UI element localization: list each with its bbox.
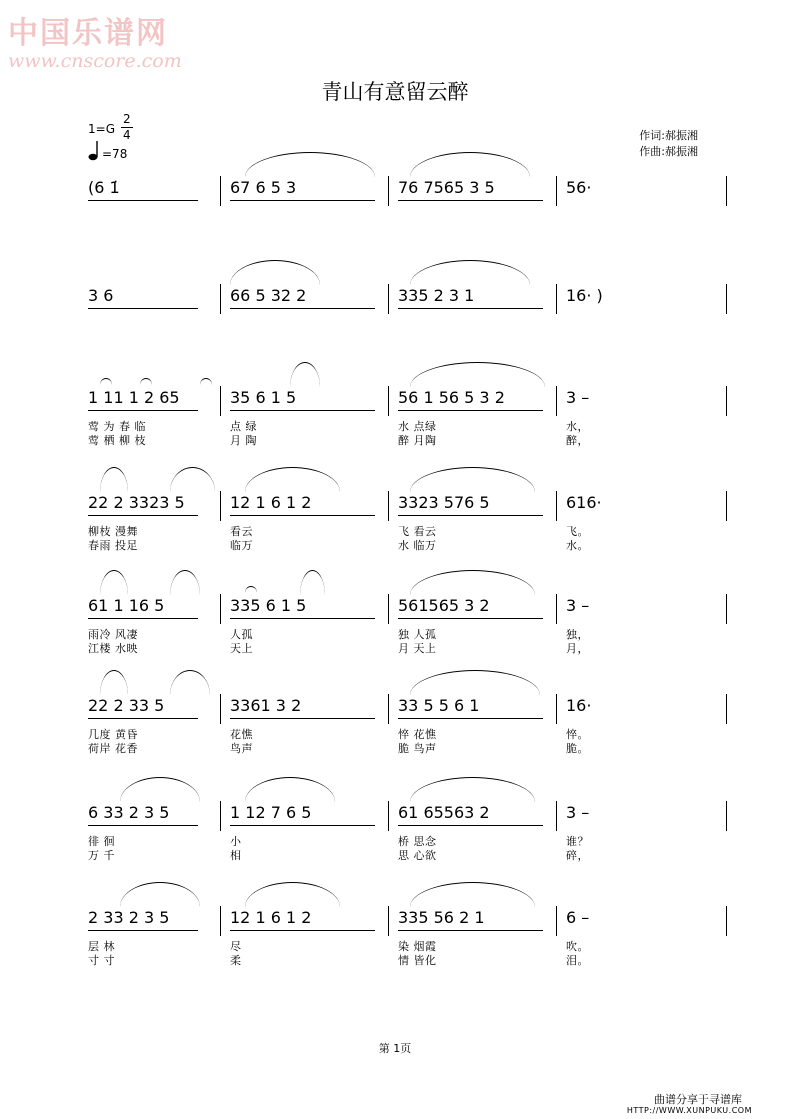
time-signature-numerator: 2 xyxy=(123,112,131,126)
measure-notes: 61 1 16 5 xyxy=(88,596,165,615)
measure-notes: 1 12 7 6 5 xyxy=(230,803,312,822)
bar-line xyxy=(220,694,221,724)
lyric-line-2: 相 xyxy=(230,849,242,862)
beam-underline xyxy=(398,618,543,619)
lyric-line-1: 看云 xyxy=(230,525,253,538)
lyric-line-1: 水， xyxy=(566,420,589,433)
beam-underline xyxy=(230,308,375,309)
lyric-line-2: 天上 xyxy=(230,642,253,655)
measure-notes: 3 6 xyxy=(88,286,114,305)
measure-notes: 561565 3 2 xyxy=(398,596,490,615)
measure-notes: 335 56 2 1 xyxy=(398,908,485,927)
beam-underline xyxy=(398,930,543,931)
measure-notes: 3361 3 2 xyxy=(230,696,302,715)
lyrics xyxy=(230,835,242,863)
lyric-line-2: 水 临万 xyxy=(398,539,437,552)
lyric-line-1: 桥 思念 xyxy=(398,835,437,848)
beam-underline xyxy=(230,515,375,516)
bar-line xyxy=(388,801,389,831)
lyric-line-1: 独 人孤 xyxy=(398,628,437,641)
lyric-line-1: 谁？ xyxy=(566,835,589,848)
bar-line xyxy=(388,491,389,521)
lyricist: 作词:郝振湘 xyxy=(639,129,698,142)
measure-notes: 616· xyxy=(566,493,602,512)
beam-underline xyxy=(88,308,198,309)
lyrics xyxy=(230,940,242,968)
bar-line xyxy=(388,176,389,206)
bar-line xyxy=(556,284,557,314)
bar-line xyxy=(556,594,557,624)
beam-underline xyxy=(398,410,543,411)
beam-underline xyxy=(398,308,543,309)
bar-line xyxy=(388,694,389,724)
lyric-line-2: 醉 月陶 xyxy=(398,434,437,447)
measure-notes: 22 2 33 5 xyxy=(88,696,165,715)
watermark-site-url: www.cnscore.com xyxy=(8,50,182,72)
slur-arc xyxy=(245,152,375,177)
lyric-line-2: 鸟声 xyxy=(230,742,253,755)
tie-arc xyxy=(100,378,112,385)
measure-notes: 16· ) xyxy=(566,286,603,305)
measure-notes: 67 6 5 3 xyxy=(230,178,297,197)
lyric-line-2: 江楼 水映 xyxy=(88,642,138,655)
time-signature-denominator: 4 xyxy=(123,128,131,142)
bar-line xyxy=(556,176,557,206)
lyric-line-1: 花憔 xyxy=(230,728,253,741)
lyrics xyxy=(88,628,138,656)
song-title: 青山有意留云醉 xyxy=(321,80,469,104)
measure-notes: 61 65563 2 xyxy=(398,803,490,822)
lyric-line-1: 小 xyxy=(230,835,242,848)
lyric-line-1: 吹。 xyxy=(566,940,589,953)
beam-underline xyxy=(398,515,543,516)
measure-notes: (6 1̇ xyxy=(88,178,120,197)
lyric-line-2: 寸 寸 xyxy=(88,954,115,967)
lyric-line-2: 月 陶 xyxy=(230,434,257,447)
beam-underline xyxy=(398,825,543,826)
lyric-line-1: 点 绿 xyxy=(230,420,257,433)
tie-arc xyxy=(245,586,257,593)
lyric-line-1: 尽 xyxy=(230,940,242,953)
measure-notes: 6 33 2 3 5 xyxy=(88,803,170,822)
beam-underline xyxy=(230,825,375,826)
lyrics xyxy=(88,835,115,863)
bar-line xyxy=(220,906,221,936)
credits xyxy=(639,128,698,160)
lyric-line-2: 莺 栖 柳 枝 xyxy=(88,434,146,447)
bar-line xyxy=(726,594,727,624)
measure-notes: 3 – xyxy=(566,596,590,615)
page-number: 第 1页 xyxy=(378,1042,412,1055)
watermark-site-name: 中国乐谱网 xyxy=(8,16,168,51)
lyric-line-1: 徘 徊 xyxy=(88,835,115,848)
measure-notes: 22 2 3323 5 xyxy=(88,493,185,512)
measure-notes: 76 7565 3 5 xyxy=(398,178,495,197)
beam-underline xyxy=(230,618,375,619)
measure-notes: 3 – xyxy=(566,388,590,407)
bar-line xyxy=(220,594,221,624)
lyrics xyxy=(398,628,437,656)
lyrics xyxy=(398,525,437,553)
beam-underline xyxy=(230,200,375,201)
bar-line xyxy=(726,801,727,831)
lyrics xyxy=(566,728,589,756)
slur-arc xyxy=(410,152,530,177)
lyric-line-1: 飞 看云 xyxy=(398,525,437,538)
lyric-line-2: 荷岸 花香 xyxy=(88,742,138,755)
tie-arc xyxy=(140,378,152,385)
lyric-line-2: 脆 鸟声 xyxy=(398,742,437,755)
lyrics xyxy=(398,835,437,863)
lyric-line-1: 层 林 xyxy=(88,940,115,953)
bar-line xyxy=(726,694,727,724)
lyric-line-1: 飞。 xyxy=(566,525,589,538)
key-signature: 1=G xyxy=(88,122,115,136)
bar-line xyxy=(220,386,221,416)
lyrics xyxy=(230,525,253,553)
beam-underline xyxy=(398,200,543,201)
measure-notes: 35 6 1 5 xyxy=(230,388,297,407)
lyric-line-1: 悴。 xyxy=(566,728,589,741)
bar-line xyxy=(726,284,727,314)
lyric-line-1: 莺 为 春 临 xyxy=(88,420,146,433)
lyric-line-1: 染 烟霞 xyxy=(398,940,437,953)
measure-notes: 2 33 2 3 5 xyxy=(88,908,170,927)
composer: 作曲:郝振湘 xyxy=(639,145,698,158)
bar-line xyxy=(220,801,221,831)
beam-underline xyxy=(88,410,198,411)
bar-line xyxy=(726,491,727,521)
lyrics xyxy=(566,420,589,448)
measure-notes: 335 6 1 5 xyxy=(230,596,307,615)
bar-line xyxy=(556,491,557,521)
lyric-line-2: 月， xyxy=(566,642,589,655)
measure-notes: 1 11 1 2 65 xyxy=(88,388,180,407)
beam-underline xyxy=(230,718,375,719)
lyric-line-2: 柔 xyxy=(230,954,242,967)
score-system xyxy=(80,170,730,290)
measure-notes: 3 – xyxy=(566,803,590,822)
bar-line xyxy=(556,386,557,416)
measure-notes: 6 – xyxy=(566,908,590,927)
lyric-line-2: 水。 xyxy=(566,539,589,552)
measure-notes: 335 2 3 1 xyxy=(398,286,475,305)
lyric-line-1: 水 点绿 xyxy=(398,420,437,433)
bar-line xyxy=(556,694,557,724)
lyrics xyxy=(88,940,115,968)
quarter-note-icon xyxy=(88,140,102,162)
brand-url: HTTP://WWW.XUNPUKU.COM xyxy=(626,1106,752,1115)
measure-notes: 56 1 56 5 3 2 xyxy=(398,388,505,407)
measure-notes: 56· xyxy=(566,178,592,197)
lyrics xyxy=(88,525,138,553)
lyric-line-2: 情 皆化 xyxy=(398,954,437,967)
lyric-line-2: 春雨 投足 xyxy=(88,539,138,552)
beam-underline xyxy=(88,200,198,201)
lyric-line-1: 雨冷 风凄 xyxy=(88,628,138,641)
measure-notes: 12 1 6 1 2 xyxy=(230,908,312,927)
tie-arc xyxy=(200,378,212,385)
tempo: =78 xyxy=(102,147,128,161)
bar-line xyxy=(220,491,221,521)
beam-underline xyxy=(88,515,198,516)
lyrics xyxy=(566,835,589,863)
lyrics xyxy=(88,420,146,448)
bar-line xyxy=(388,594,389,624)
beam-underline xyxy=(88,930,198,931)
measure-notes: 16· xyxy=(566,696,592,715)
lyric-line-2: 思 心欲 xyxy=(398,849,437,862)
lyric-line-2: 脆。 xyxy=(566,742,589,755)
measure-notes: 33 5 5 6 1 xyxy=(398,696,480,715)
bar-line xyxy=(726,906,727,936)
lyrics xyxy=(398,940,437,968)
beam-underline xyxy=(88,618,198,619)
bar-line xyxy=(388,386,389,416)
bar-line xyxy=(556,906,557,936)
beam-underline xyxy=(88,825,198,826)
measure-notes: 66 5 32 2 xyxy=(230,286,307,305)
lyric-line-1: 几度 黄昏 xyxy=(88,728,138,741)
lyrics xyxy=(566,628,589,656)
beam-underline xyxy=(230,930,375,931)
lyric-line-2: 临万 xyxy=(230,539,253,552)
lyrics xyxy=(398,420,437,448)
lyrics xyxy=(566,940,589,968)
bar-line xyxy=(726,176,727,206)
bar-line xyxy=(726,386,727,416)
lyrics xyxy=(230,628,253,656)
lyric-line-2: 泪。 xyxy=(566,954,589,967)
lyric-line-1: 独， xyxy=(566,628,589,641)
lyrics xyxy=(230,420,257,448)
lyrics xyxy=(230,728,253,756)
score-system xyxy=(80,900,730,1020)
lyric-line-2: 月 天上 xyxy=(398,642,437,655)
bar-line xyxy=(220,284,221,314)
lyrics xyxy=(398,728,437,756)
bar-line xyxy=(388,284,389,314)
bar-line xyxy=(388,906,389,936)
measure-notes: 12 1 6 1 2 xyxy=(230,493,312,512)
lyrics xyxy=(566,525,589,553)
lyric-line-1: 柳枝 漫舞 xyxy=(88,525,138,538)
beam-underline xyxy=(230,410,375,411)
bar-line xyxy=(556,801,557,831)
brand-name: 曲谱分享于寻谱库 xyxy=(654,1093,742,1106)
lyric-line-2: 碎， xyxy=(566,849,589,862)
lyric-line-1: 人孤 xyxy=(230,628,253,641)
measure-notes: 3323 576 5 xyxy=(398,493,490,512)
lyrics xyxy=(88,728,138,756)
lyric-line-2: 醉， xyxy=(566,434,589,447)
lyric-line-1: 悴 花憔 xyxy=(398,728,437,741)
lyric-line-2: 万 千 xyxy=(88,849,115,862)
beam-underline xyxy=(88,718,198,719)
beam-underline xyxy=(398,718,543,719)
bar-line xyxy=(220,176,221,206)
